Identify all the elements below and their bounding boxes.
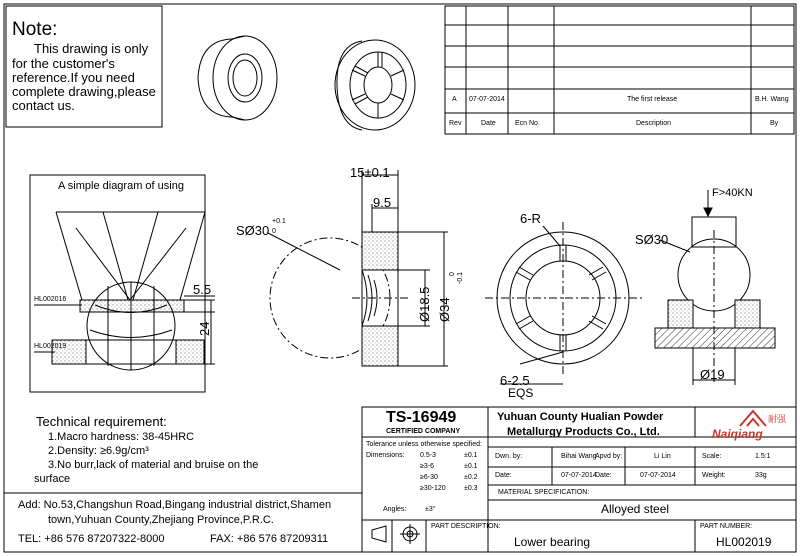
tol-range: ≥3-6 bbox=[420, 463, 434, 470]
iso-view-ring bbox=[198, 36, 277, 120]
scale-label: Scale: bbox=[702, 453, 722, 460]
projection-symbol bbox=[372, 524, 420, 544]
section-dim-od: Ø34 bbox=[437, 297, 452, 322]
logo-mark bbox=[740, 411, 766, 426]
company-line2: Metallurgy Products Co., Ltd. bbox=[507, 426, 660, 438]
tech-item: surface bbox=[34, 473, 71, 485]
section-dim-width: 15±0.1 bbox=[350, 165, 390, 180]
usage-label-top: HL002016 bbox=[34, 296, 67, 303]
dwn-label: Dwn. by: bbox=[495, 453, 523, 460]
section-dim-od-tol-lower: -0.1 bbox=[457, 271, 464, 284]
revision-table bbox=[445, 6, 794, 134]
brand-name: Naiqiang bbox=[712, 427, 763, 441]
address-tel: TEL: +86 576 87207322-8000 bbox=[18, 533, 165, 545]
front-dim-eqs: EQS bbox=[508, 386, 534, 400]
tolerance-title: Tolerance unless otherwise specified: bbox=[366, 441, 482, 448]
rev-by-value: B.H. Wang bbox=[755, 96, 789, 103]
section-dim-inner: 9.5 bbox=[373, 195, 392, 210]
cert-main: TS-16949 bbox=[386, 409, 457, 426]
part-desc-label: PART DESCRIPTION: bbox=[431, 523, 501, 530]
material-value: Alloyed steel bbox=[601, 502, 670, 516]
tech-item: 2.Density: ≥6.9g/cm³ bbox=[48, 445, 149, 457]
dimensions-label: Dimensions: bbox=[366, 452, 405, 459]
usage-dim-total: 24 bbox=[197, 321, 212, 336]
iso-view-slotted bbox=[335, 40, 415, 130]
front-dim-radius: 6-R bbox=[520, 211, 541, 226]
company-line1: Yuhuan County Hualian Powder bbox=[497, 411, 664, 423]
address-line2: town,Yuhuan County,Zhejiang Province,P.R.C. bbox=[48, 514, 274, 526]
part-desc-value: Lower bearing bbox=[514, 535, 591, 549]
tol-value: ±0.3 bbox=[464, 485, 478, 492]
front-dim-slots: 6-2.5 bbox=[500, 373, 530, 388]
rev-date-value: 07-07-2014 bbox=[469, 96, 505, 103]
material-label: MATERIAL SPECIFICATION: bbox=[498, 489, 590, 496]
part-no-value: HL002019 bbox=[716, 535, 772, 549]
weight-value: 33g bbox=[755, 472, 767, 479]
part-no-label: PART NUMBER: bbox=[700, 523, 753, 530]
note-line: contact us. bbox=[12, 98, 75, 113]
rev-value: A bbox=[452, 96, 457, 103]
section-view bbox=[268, 170, 448, 366]
note-title: Note: bbox=[12, 19, 58, 40]
section-dim-sphere-tol-lower: 0 bbox=[272, 228, 276, 235]
test-dim-sphere: SØ30 bbox=[635, 232, 669, 247]
rev-description-value: The first release bbox=[627, 96, 678, 103]
section-dim-od-tol-upper: 0 bbox=[449, 272, 456, 276]
date-label: Date: bbox=[595, 472, 612, 479]
front-view bbox=[485, 222, 642, 384]
tol-range: 0.5-3 bbox=[420, 452, 436, 459]
cert-sub: CERTIFIED COMPANY bbox=[386, 428, 461, 435]
section-dim-sphere-tol-upper: +0.1 bbox=[272, 218, 286, 225]
dwn-value: Bihai Wang bbox=[561, 453, 597, 460]
tech-item: 3.No burr,lack of material and bruise on the bbox=[48, 459, 259, 471]
scale-value: 1.5:1 bbox=[755, 453, 771, 460]
section-dim-bore: Ø18.5 bbox=[417, 286, 432, 322]
address-line1: Add: No.53,Changshun Road,Bingang industrial district,Shamen bbox=[18, 499, 332, 511]
note-line: for the customer's bbox=[12, 56, 115, 71]
usage-dim-height: 5.5 bbox=[193, 282, 212, 297]
angles-value: ±3° bbox=[425, 506, 436, 513]
test-view bbox=[655, 187, 775, 385]
note-line: This drawing is only bbox=[34, 41, 149, 56]
date-value: 07-07-2014 bbox=[561, 472, 597, 479]
tech-title: Technical requirement: bbox=[36, 414, 167, 429]
tol-range: ≥30-120 bbox=[420, 485, 446, 492]
note-line: complete drawing,please bbox=[12, 84, 156, 99]
tol-range: ≥6-30 bbox=[420, 474, 438, 481]
note-line: reference.If you need bbox=[12, 70, 135, 85]
test-dim-hole: Ø19 bbox=[700, 367, 725, 382]
rev-header-ecn: Ecn No. bbox=[515, 120, 540, 127]
rev-header-rev: Rev bbox=[449, 120, 462, 127]
apvd-value: Li Lin bbox=[654, 453, 671, 460]
tol-value: ±0.1 bbox=[464, 452, 478, 459]
section-dim-sphere: SØ30 bbox=[236, 223, 270, 238]
tech-item: 1.Macro hardness: 38-45HRC bbox=[48, 431, 195, 443]
usage-title: A simple diagram of using bbox=[58, 180, 184, 192]
tol-value: ±0.2 bbox=[464, 474, 478, 481]
date-value: 07-07-2014 bbox=[640, 472, 676, 479]
tol-value: ±0.1 bbox=[464, 463, 478, 470]
brand-cn: 耐强 bbox=[768, 414, 787, 424]
address-fax: FAX: +86 576 87209311 bbox=[210, 533, 329, 545]
usage-label-bottom: HL002019 bbox=[34, 343, 67, 350]
test-force: F>40KN bbox=[712, 187, 753, 199]
apvd-label: Apvd by: bbox=[595, 453, 623, 460]
rev-header-description: Description bbox=[636, 120, 672, 127]
date-label: Date: bbox=[495, 472, 512, 479]
rev-header-by: By bbox=[770, 120, 779, 127]
angles-label: Angles: bbox=[383, 506, 407, 513]
rev-header-date: Date bbox=[481, 120, 496, 127]
weight-label: Weight: bbox=[702, 472, 726, 479]
